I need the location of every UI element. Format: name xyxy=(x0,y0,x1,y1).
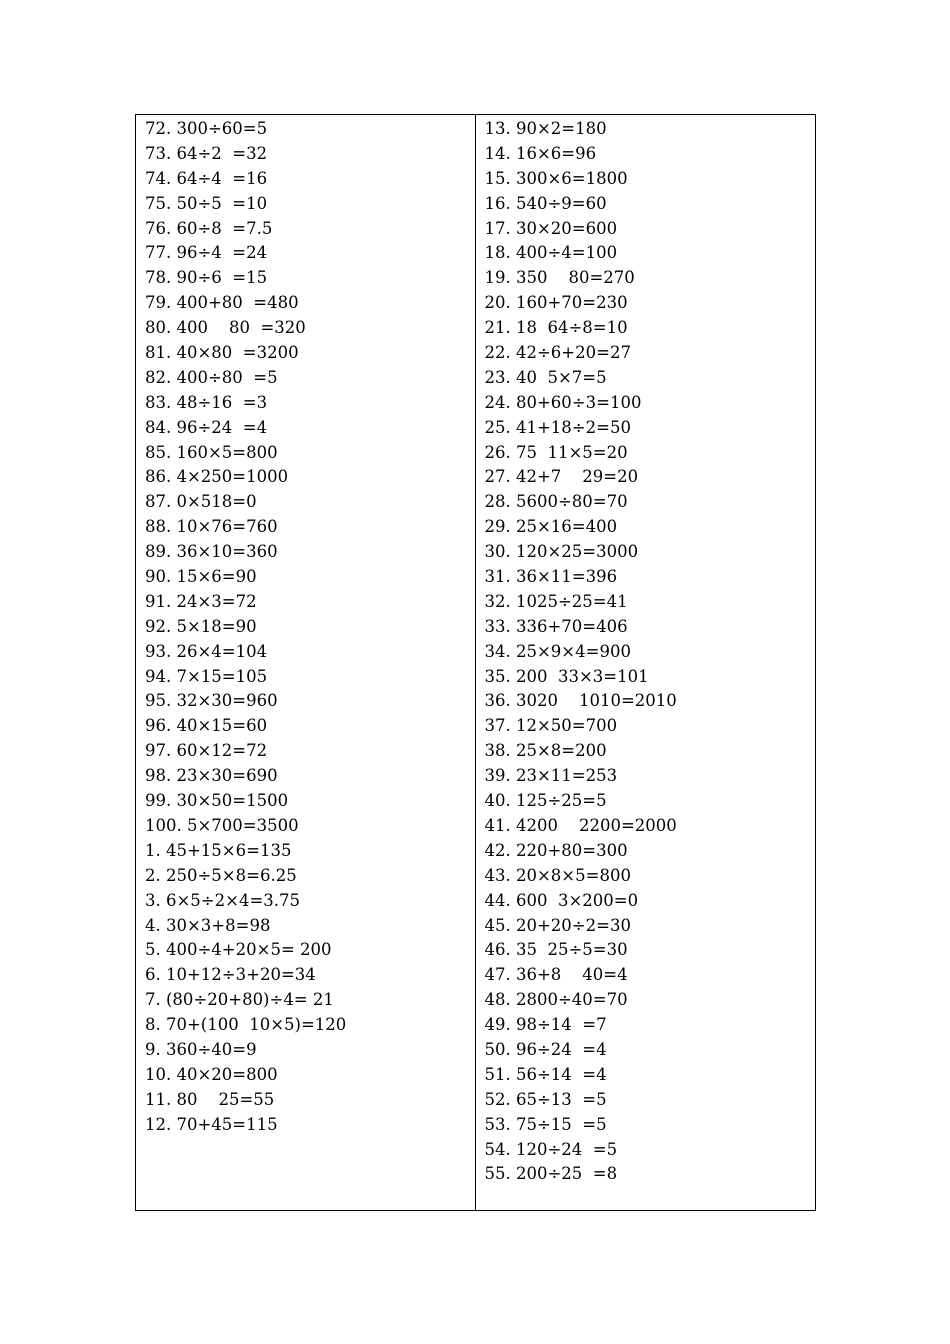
answer-line: 73. 64÷2 =32 xyxy=(145,143,268,163)
answer-line: 54. 120÷24 =5 xyxy=(484,1139,618,1159)
answer-line: 30. 120×25=3000 xyxy=(484,542,639,562)
answer-line: 85. 160×5=800 xyxy=(145,442,278,462)
answer-line: 1. 45+15×6=135 xyxy=(145,840,292,860)
answer-line: 12. 70+45=115 xyxy=(145,1114,278,1134)
answer-line: 9. 360÷40=9 xyxy=(145,1039,257,1059)
answer-line: 72. 300÷60=5 xyxy=(145,119,268,138)
answer-line: 20. 160+70=230 xyxy=(484,293,628,313)
answer-line: 29. 25×16=400 xyxy=(484,517,618,537)
answer-line: 32. 1025÷25=41 xyxy=(484,591,628,611)
answer-line: 34. 25×9×4=900 xyxy=(484,641,631,661)
answer-line: 39. 23×11=253 xyxy=(484,766,618,786)
answer-line: 41. 4200 2200=2000 xyxy=(484,815,677,835)
right-column xyxy=(476,115,816,1210)
answer-line: 40. 125÷25=5 xyxy=(484,791,607,811)
answer-line: 89. 36×10=360 xyxy=(145,542,278,562)
answer-line: 81. 40×80 =3200 xyxy=(145,343,299,363)
answer-line: 86. 4×250=1000 xyxy=(145,467,289,487)
answer-line: 19. 350 80=270 xyxy=(484,268,635,288)
answer-line: 80. 400 80 =320 xyxy=(145,318,306,338)
answer-line: 33. 336+70=406 xyxy=(484,616,628,636)
answer-line: 47. 36+8 40=4 xyxy=(484,965,628,985)
answer-line: 11. 80 25=55 xyxy=(145,1089,275,1109)
answer-line: 84. 96÷24 =4 xyxy=(145,417,268,437)
answer-line: 46. 35 25÷5=30 xyxy=(484,940,628,960)
answer-line: 55. 200÷25 =8 xyxy=(484,1164,618,1184)
answer-line: 99. 30×50=1500 xyxy=(145,791,289,811)
answer-line: 35. 200 33×3=101 xyxy=(484,666,649,686)
answer-line: 45. 20+20÷2=30 xyxy=(484,915,631,935)
answer-line: 76. 60÷8 =7.5 xyxy=(145,218,273,238)
answer-line: 37. 12×50=700 xyxy=(484,716,618,736)
answer-line: 53. 75÷15 =5 xyxy=(484,1114,607,1134)
answer-line: 2. 250÷5×8=6.25 xyxy=(145,865,297,885)
answer-line: 87. 0×518=0 xyxy=(145,492,257,512)
answer-line: 38. 25×8=200 xyxy=(484,741,607,761)
answer-line: 23. 40 5×7=5 xyxy=(484,367,607,387)
answer-line: 44. 600 3×200=0 xyxy=(484,890,639,910)
answer-line: 50. 96÷24 =4 xyxy=(484,1039,607,1059)
answer-line: 15. 300×6=1800 xyxy=(484,168,628,188)
answer-line: 27. 42+7 29=20 xyxy=(484,467,639,487)
answer-line: 94. 7×15=105 xyxy=(145,666,268,686)
answer-line: 82. 400÷80 =5 xyxy=(145,367,278,387)
answer-line: 25. 41+18÷2=50 xyxy=(484,417,631,437)
answer-line: 88. 10×76=760 xyxy=(145,517,278,537)
answer-line: 52. 65÷13 =5 xyxy=(484,1089,607,1109)
answer-line: 95. 32×30=960 xyxy=(145,691,278,711)
answer-line: 75. 50÷5 =10 xyxy=(145,193,268,213)
answer-line: 43. 20×8×5=800 xyxy=(484,865,631,885)
answer-line: 17. 30×20=600 xyxy=(484,218,618,238)
answer-line: 3. 6×5÷2×4=3.75 xyxy=(145,890,301,910)
answer-line: 16. 540÷9=60 xyxy=(484,193,607,213)
answer-line: 92. 5×18=90 xyxy=(145,616,257,636)
answer-line: 7. (80÷20+80)÷4= 21 xyxy=(145,990,334,1010)
answer-line: 31. 36×11=396 xyxy=(484,567,618,587)
answer-line: 6. 10+12÷3+20=34 xyxy=(145,965,316,985)
left-column xyxy=(136,115,476,1210)
answer-line: 21. 18 64÷8=10 xyxy=(484,318,628,338)
answer-line: 96. 40×15=60 xyxy=(145,716,268,736)
answer-line: 79. 400+80 =480 xyxy=(145,293,299,313)
answer-line: 28. 5600÷80=70 xyxy=(484,492,628,512)
answer-line: 74. 64÷4 =16 xyxy=(145,168,268,188)
answer-line: 5. 400÷4+20×5= 200 xyxy=(145,940,332,960)
answer-line: 97. 60×12=72 xyxy=(145,741,268,761)
answer-line: 77. 96÷4 =24 xyxy=(145,243,268,263)
answer-line: 22. 42÷6+20=27 xyxy=(484,343,631,363)
answer-line: 100. 5×700=3500 xyxy=(145,815,299,835)
answer-table xyxy=(135,114,816,1211)
answer-line: 24. 80+60÷3=100 xyxy=(484,392,642,412)
answer-line: 49. 98÷14 =7 xyxy=(484,1015,607,1035)
answer-line: 91. 24×3=72 xyxy=(145,591,257,611)
answer-line: 18. 400÷4=100 xyxy=(484,243,618,263)
answer-line: 78. 90÷6 =15 xyxy=(145,268,268,288)
answer-line: 98. 23×30=690 xyxy=(145,766,278,786)
answer-line: 36. 3020 1010=2010 xyxy=(484,691,677,711)
answer-line: 13. 90×2=180 xyxy=(484,119,607,138)
answer-line: 51. 56÷14 =4 xyxy=(484,1064,607,1084)
answer-line: 93. 26×4=104 xyxy=(145,641,268,661)
answer-line: 83. 48÷16 =3 xyxy=(145,392,268,412)
answer-line: 8. 70+(100 10×5)=120 xyxy=(145,1015,347,1035)
answer-line: 42. 220+80=300 xyxy=(484,840,628,860)
answer-line: 4. 30×3+8=98 xyxy=(145,915,271,935)
answer-line: 10. 40×20=800 xyxy=(145,1064,278,1084)
answer-line: 90. 15×6=90 xyxy=(145,567,257,587)
answer-line: 26. 75 11×5=20 xyxy=(484,442,628,462)
answer-line: 48. 2800÷40=70 xyxy=(484,990,628,1010)
answer-line: 14. 16×6=96 xyxy=(484,143,597,163)
